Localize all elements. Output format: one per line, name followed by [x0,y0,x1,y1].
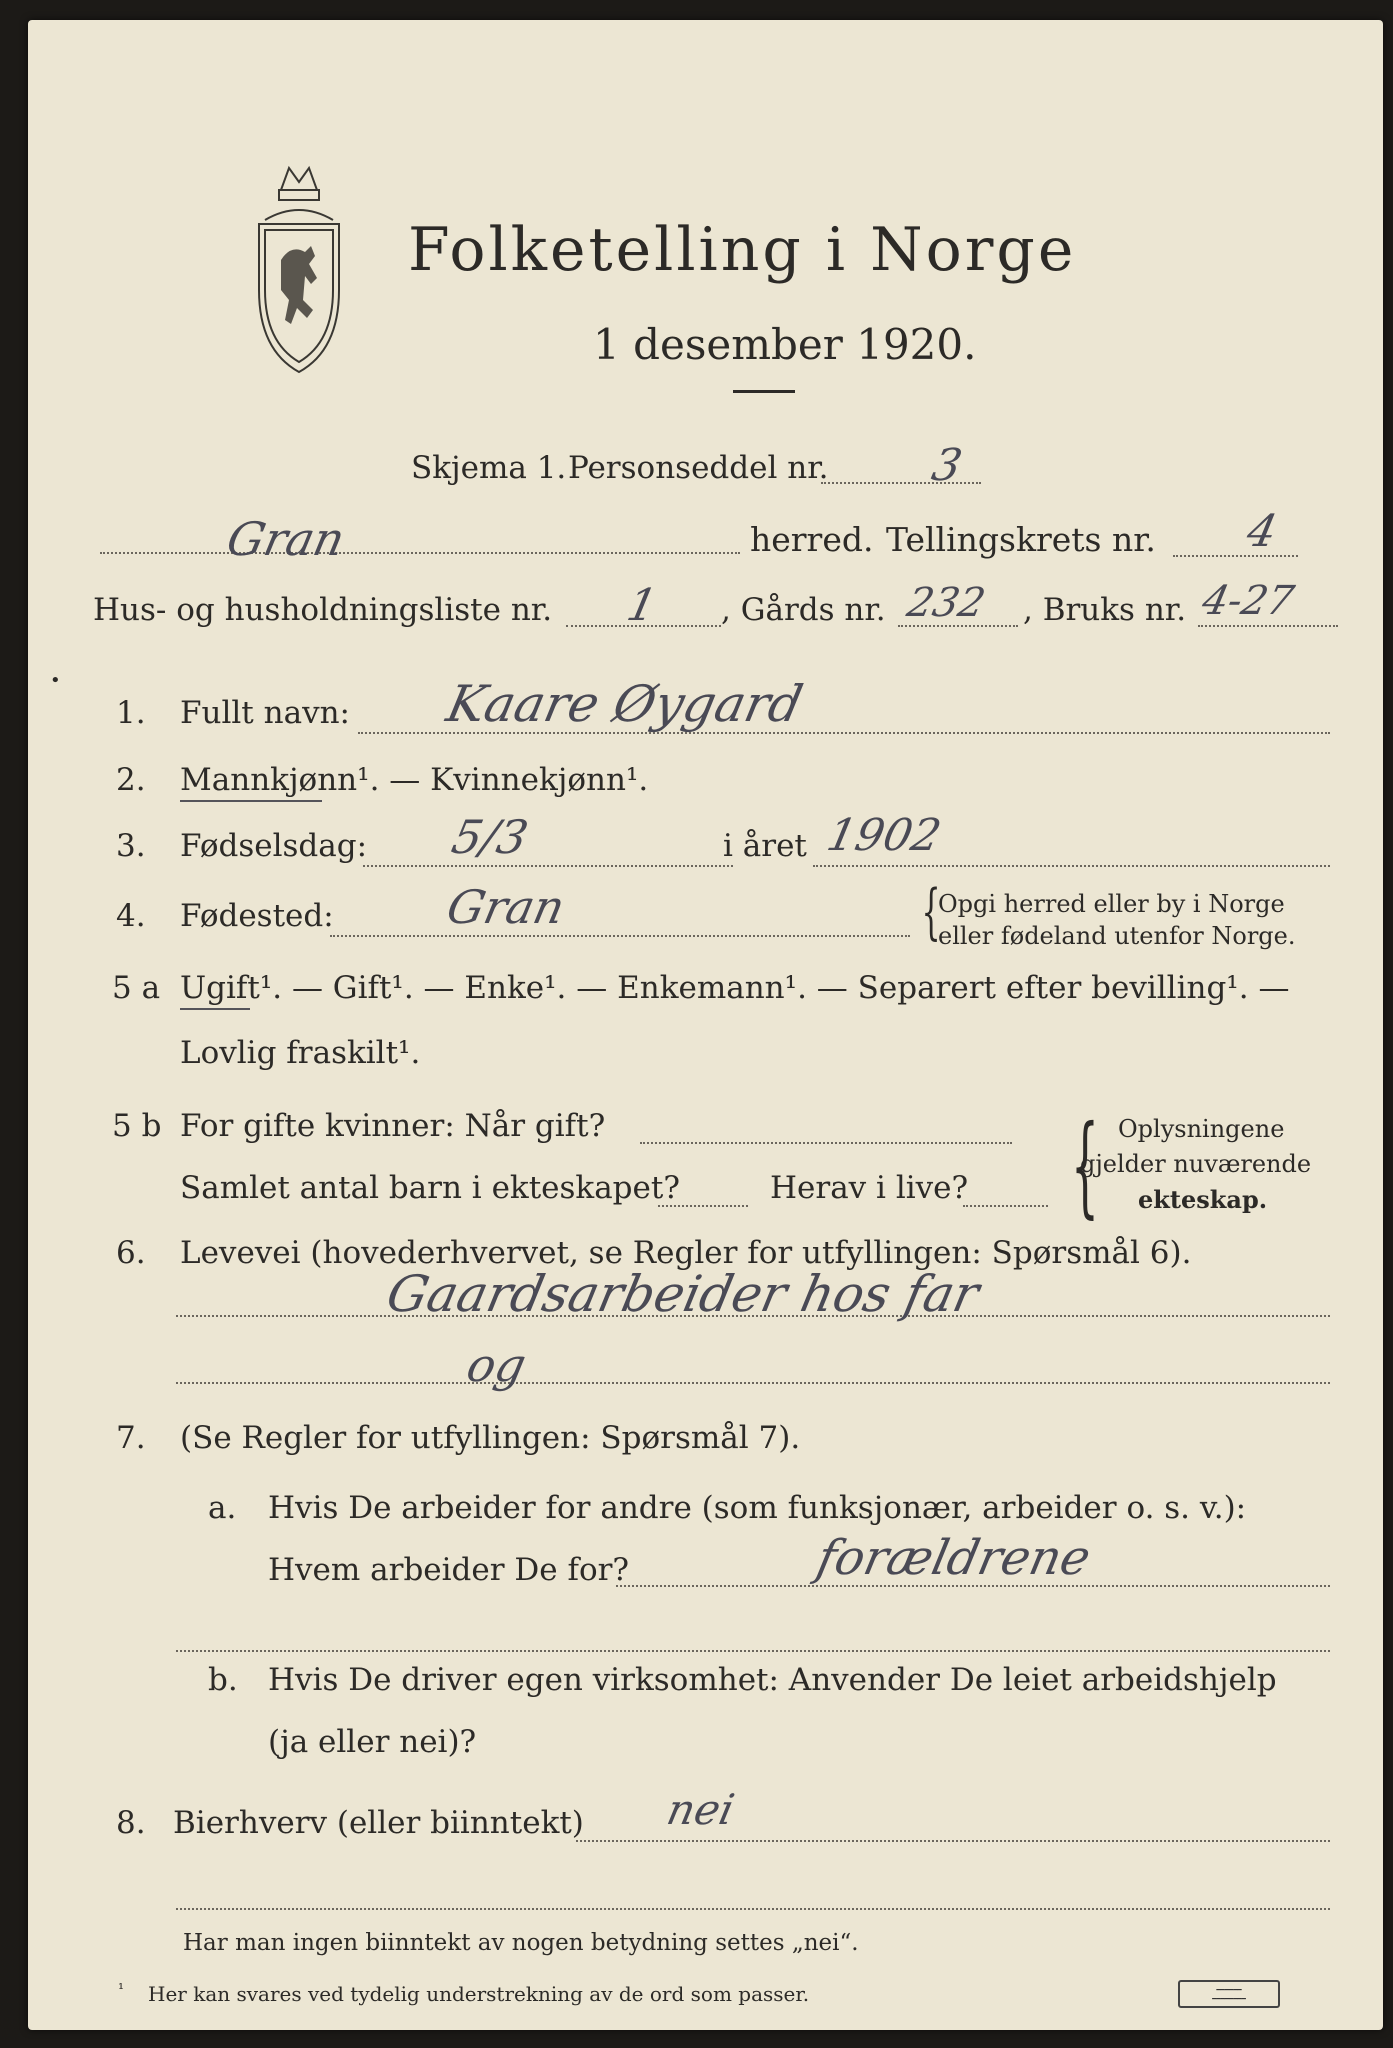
footnote-mark: ¹ [118,1980,125,1998]
herred-label: herred. [750,520,874,559]
q7a-letter: a. [208,1490,237,1526]
personseddel-label: Personseddel nr. [568,450,829,486]
footnote-text: Her kan svares ved tydelig understrekning av de ord som passer. [148,1982,810,2006]
footer-note: Har man ingen biinntekt av nogen betydning settes „nei“. [183,1930,859,1956]
q5a-line1: Ugift¹. — Gift¹. — Enke¹. — Enkemann¹. — Separert efter bevilling¹. — [180,970,1290,1006]
bruks-label: , Bruks nr. [1023,592,1187,628]
q3-number: 3. [116,828,146,864]
q7a-line2: Hvem arbeider De for? [268,1552,630,1588]
q6-number: 6. [116,1235,146,1271]
title-divider [733,390,795,393]
q7a-line1: Hvis De arbeider for andre (som funksjonær, arbeider o. s. v.): [268,1490,1247,1526]
q8-number: 8. [116,1805,146,1841]
q6-label: Levevei (hovederhvervet, se Regler for utfyllingen: Spørsmål 6). [180,1235,1192,1271]
q5b-note-line3: ekteskap. [1138,1185,1268,1214]
tellingskrets-label: Tellingskrets nr. [886,520,1156,559]
q5b-number: 5 b [112,1108,162,1144]
husliste-value: 1 [622,580,662,631]
q8-line [576,1840,1330,1842]
q6-value-line2: og [462,1338,531,1392]
herred-line [100,552,740,554]
skjema-label: Skjema 1. [411,450,567,486]
q5a-line2: Lovlig fraskilt¹. [180,1035,421,1071]
form-title: Folketelling i Norge [408,215,1077,285]
q6-line2 [176,1382,1330,1384]
q3-value: 5/3 [447,810,533,864]
q2-underline [180,800,322,802]
q7-number: 7. [116,1420,146,1456]
q7-label: (Se Regler for utfyllingen: Spørsmål 7). [180,1420,801,1456]
q8-label: Bierhverv (eller biinntekt) [173,1805,584,1841]
q1-label: Fullt navn: [180,695,350,731]
gards-value: 232 [903,580,990,626]
q7b-line2: (ja eller nei)? [268,1724,477,1760]
q7a-value: forældrene [812,1530,1096,1586]
margin-mark: • [50,670,61,691]
q5b-line2a: Samlet antal barn i ekteskapet? [180,1170,680,1206]
q5a-underline [180,1008,250,1010]
q5b-children-line [658,1205,748,1207]
q3-year-line [813,865,1330,867]
herred-value: Gran [222,512,350,566]
q2-text: Mannkjønn¹. — Kvinnekjønn¹. [180,762,649,798]
q5b-note-brace: { [1071,1101,1099,1229]
q4-note-line2: eller fødeland utenfor Norge. [938,922,1296,950]
q3-line [363,865,733,867]
q7a-line2-rule [176,1650,1330,1652]
tellingskrets-value: 4 [1242,506,1282,557]
q5b-note-line1: Oplysningene [1118,1115,1285,1143]
q4-note-brace: { [921,877,941,947]
husliste-label: Hus- og husholdningsliste nr. [93,592,553,628]
bruks-line [1198,625,1338,627]
q4-label: Fødested: [180,898,334,934]
q7b-letter: b. [208,1662,238,1698]
q4-line [330,935,910,937]
census-form [28,20,1383,2030]
q8-line2 [176,1908,1330,1910]
q3-year-label: i året [723,828,807,864]
q1-number: 1. [116,695,146,731]
q2-number: 2. [116,762,146,798]
coat-of-arms-icon [251,160,347,380]
personseddel-value: 3 [927,440,967,491]
printer-stamp: ━━━━━━ ━━━━━━━━ [1178,1980,1280,2008]
q8-value: nei [662,1785,739,1834]
q5b-married-line [640,1142,1012,1144]
q3-label: Fødselsdag: [180,828,368,864]
bruks-value: 4-27 [1198,578,1298,624]
q1-value: Kaare Øygard [441,675,808,733]
q5b-note-line2: gjelder nuværende [1080,1150,1312,1178]
q5a-number: 5 a [112,970,161,1006]
q7b-line1: Hvis De driver egen virksomhet: Anvender De leiet arbeidshjelp [268,1662,1277,1698]
q4-number: 4. [116,898,146,934]
gards-label: , Gårds nr. [721,592,886,628]
q5b-line1: For gifte kvinner: Når gift? [180,1108,606,1144]
census-date: 1 desember 1920. [593,320,977,369]
q3-year-value: 1902 [822,810,946,861]
tellingskrets-line [1173,555,1298,557]
q5b-line2b: Herav i live? [770,1170,969,1206]
q4-value: Gran [442,880,570,934]
q5b-alive-line [963,1205,1048,1207]
q6-value-line1: Gaardsarbeider hos far [381,1265,985,1323]
q4-note-line1: Opgi herred eller by i Norge [938,890,1285,918]
